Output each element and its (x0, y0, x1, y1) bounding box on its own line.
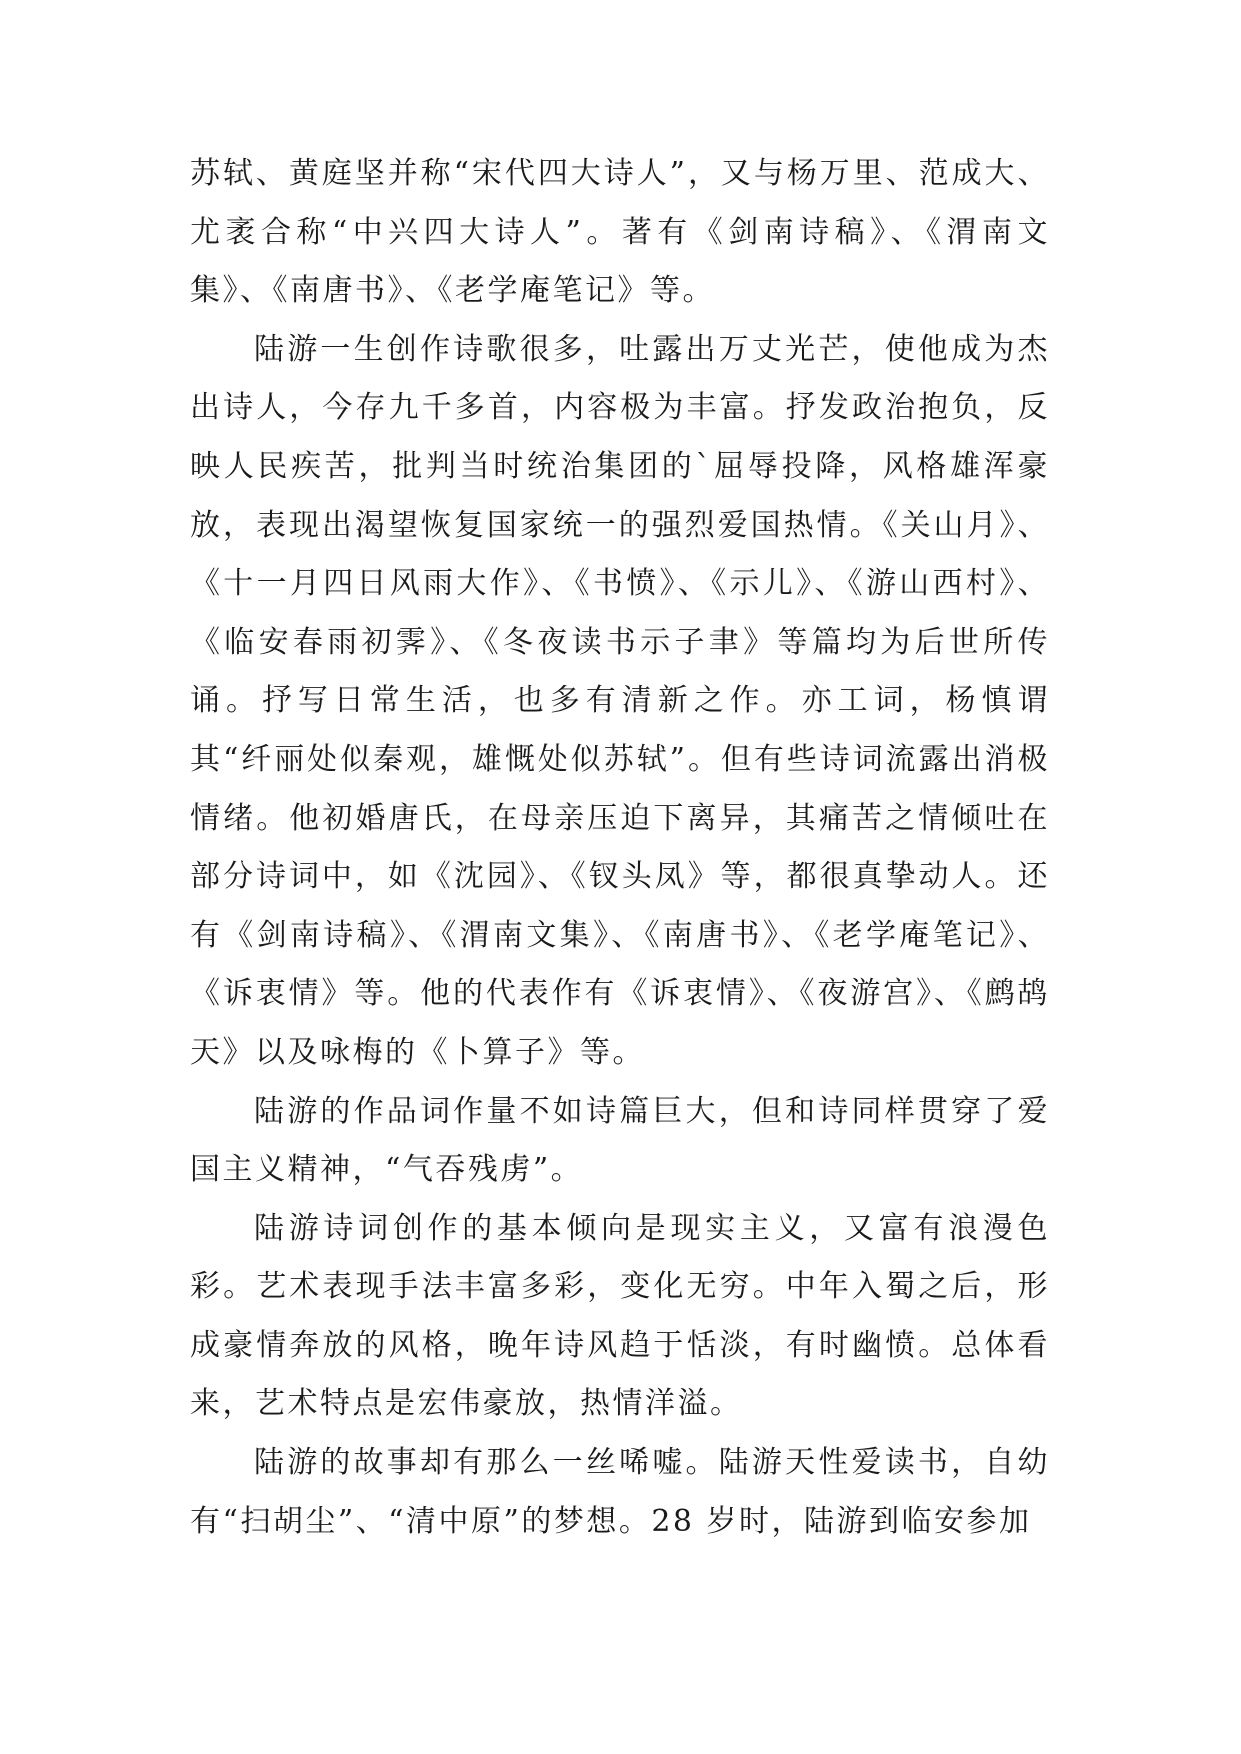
paragraph-ci-works: 陆游的作品词作量不如诗篇巨大，但和诗同样贯穿了爱国主义精神，“气吞残虏”。 (190, 1093, 1050, 1188)
paragraph-continued: 苏轼、黄庭坚并称“宋代四大诗人”，又与杨万里、范成大、尤袤合称“中兴四大诗人”。著有《剑南诗稿》、《渭南文集》、《南唐书》、《老学庵笔记》等。 (190, 156, 1050, 309)
paragraph-poetry-overview: 陆游一生创作诗歌很多，吐露出万丈光芒，使他成为杰出诗人，今存九千多首，内容极为丰富。抒发政治抱负，反映人民疾苦，批判当时统治集团的`屈辱投降，风格雄浑豪放，表现出渴望恢复国家统一的强烈爱国热情。《关山月》、《十一月四日风雨大作》、《书愤》、《示儿》、《游山西村》、《临安春雨初霁》、《冬夜读书示子聿》等篇均为后世所传诵。抒写日常生活，也多有清新之作。亦工词，杨慎谓其“纤丽处似秦观，雄慨处似苏轼”。但有些诗词流露出消极情绪。他初婚唐氏，在母亲压迫下离异，其痛苦之情倾吐在部分诗词中，如《沈园》、《钗头凤》等，都很真挚动人。还有《剑南诗稿》、《渭南文集》、《南唐书》、《老学庵笔记》、《诉衷情》等。他的代表作有《诉衷情》、《夜游宫》、《鹧鸪天》以及咏梅的《卜算子》等。 (190, 331, 1050, 1070)
paragraph-story: 陆游的故事却有那么一丝唏嘘。陆游天性爱读书，自幼有“扫胡尘”、“清中原”的梦想。28 岁时，陆游到临安参加 (190, 1445, 1050, 1539)
document-body (190, 145, 1050, 1551)
paragraph-style: 陆游诗词创作的基本倾向是现实主义，又富有浪漫色彩。艺术表现手法丰富多彩，变化无穷。中年入蜀之后，形成豪情奔放的风格，晚年诗风趋于恬淡，有时幽愤。总体看来，艺术特点是宏伟豪放，热情洋溢。 (190, 1210, 1050, 1422)
